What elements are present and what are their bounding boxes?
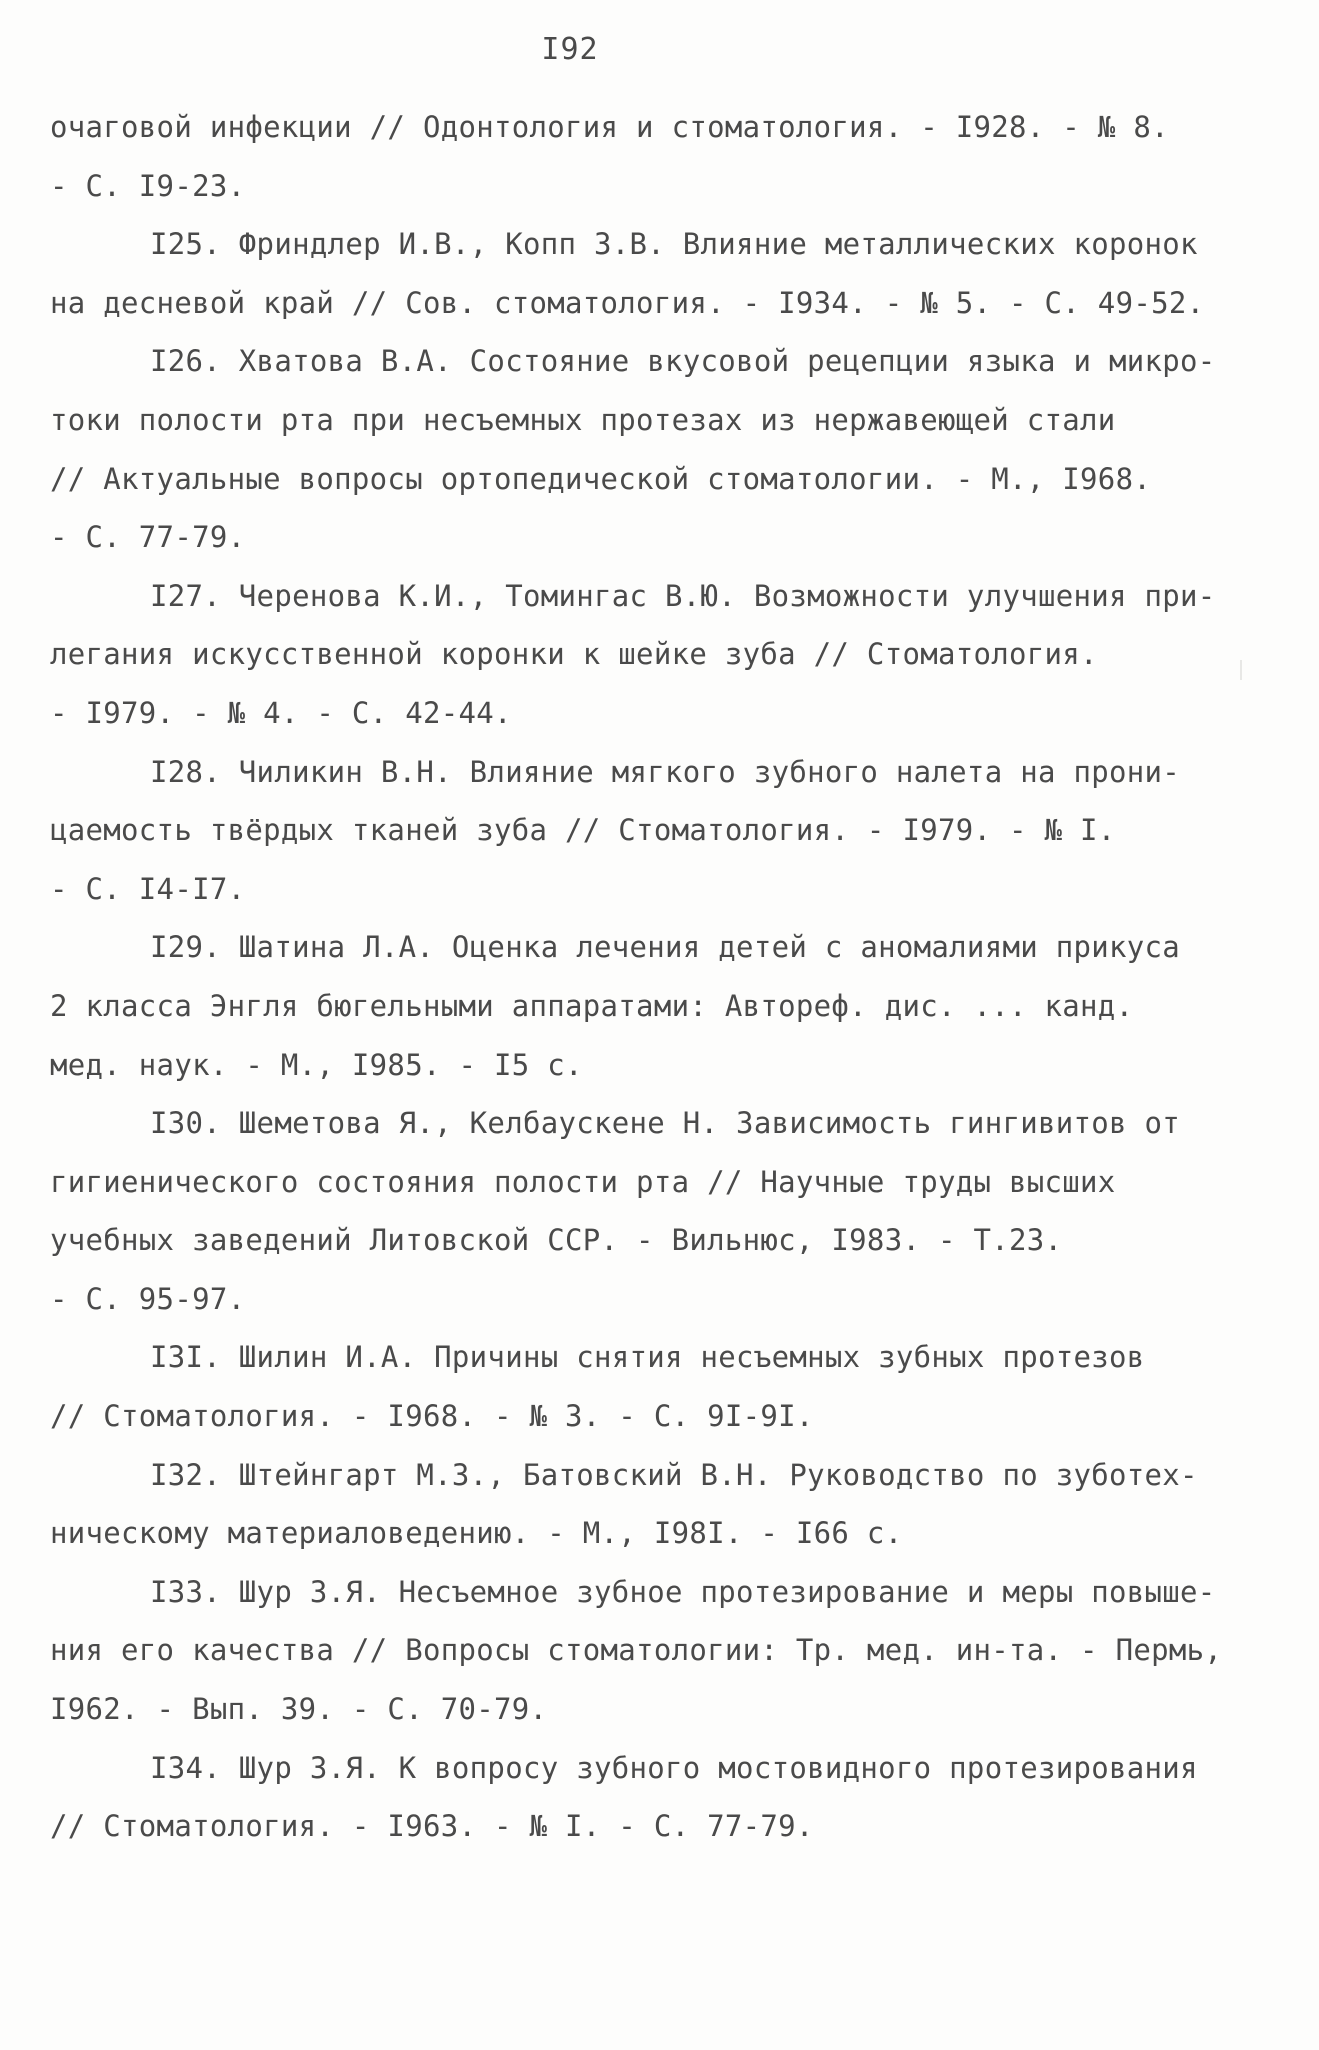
bibliography-entry-start-line: I33. Шур З.Я. Несъемное зубное протезирование и меры повыше-: [150, 1574, 1216, 1609]
bibliography-entry-start-line: I26. Хватова В.А. Состояние вкусовой рецепции языка и микро-: [150, 344, 1216, 379]
bibliography-text-line: ническому материаловедению. - М., I98I. - I66 с.: [50, 1516, 903, 1551]
bibliography-text-line: цаемость твёрдых тканей зуба // Стоматология. - I979. - № I.: [50, 813, 1116, 848]
bibliography-entry-start-line: I34. Шур З.Я. К вопросу зубного мостовидного протезирования: [150, 1750, 1198, 1785]
bibliography-text-line: токи полости рта при несъемных протезах из нержавеющей стали: [50, 402, 1116, 437]
bibliography-text-line: на десневой край // Сов. стоматология. - I934. - № 5. - С. 49-52.: [50, 285, 1205, 320]
bibliography-text-line: // Актуальные вопросы ортопедической стоматологии. - М., I968.: [50, 461, 1152, 496]
bibliography-entry-start-line: I27. Черенова К.И., Томингас В.Ю. Возможности улучшения при-: [150, 578, 1216, 613]
bibliography-text-line: - I979. - № 4. - С. 42-44.: [50, 695, 512, 730]
bibliography-entry-start-line: I25. Фриндлер И.В., Копп З.В. Влияние металлических коронок: [150, 227, 1198, 262]
bibliography-text-line: I962. - Вып. 39. - С. 70-79.: [50, 1692, 548, 1727]
bibliography-text-line: - С. 95-97.: [50, 1281, 246, 1316]
bibliography-text-line: мед. наук. - М., I985. - I5 с.: [50, 1047, 583, 1082]
bibliography-entry-start-line: I30. Шеметова Я., Келбаускене Н. Зависимость гингивитов от: [150, 1106, 1181, 1141]
bibliography-entry-start-line: I32. Штейнгарт М.З., Батовский В.Н. Руководство по зуботех-: [150, 1457, 1198, 1492]
bibliography-text-line: - С. 77-79.: [50, 520, 246, 555]
bibliography-text-line: // Стоматология. - I968. - № 3. - С. 9I-9I.: [50, 1399, 814, 1434]
bibliography-text-line: - С. I9-23.: [50, 168, 246, 203]
page-number: I92: [541, 32, 599, 67]
bibliography-text-line: легания искусственной коронки к шейке зуба // Стоматология.: [50, 637, 1098, 672]
bibliography-text: [50, 98, 1280, 1856]
bibliography-text-line: 2 класса Энгля бюгельными аппаратами: Автореф. дис. ... канд.: [50, 988, 1134, 1023]
bibliography-text-line: учебных заведений Литовской ССР. - Вильнюс, I983. - Т.23.: [50, 1223, 1063, 1258]
bibliography-entry-start-line: I3I. Шилин И.А. Причины снятия несъемных зубных протезов: [150, 1340, 1145, 1375]
scan-artifact: [1240, 660, 1242, 680]
bibliography-entry-start-line: I29. Шатина Л.А. Оценка лечения детей с аномалиями прикуса: [150, 930, 1181, 965]
bibliography-text-line: гигиенического состояния полости рта // Научные труды высших: [50, 1164, 1116, 1199]
bibliography-text-line: // Стоматология. - I963. - № I. - С. 77-79.: [50, 1809, 814, 1844]
bibliography-text-line: ния его качества // Вопросы стоматологии: Тр. мед. ин-та. - Пермь,: [50, 1633, 1223, 1668]
bibliography-entry-start-line: I28. Чиликин В.Н. Влияние мягкого зубного налета на прони-: [150, 754, 1181, 789]
bibliography-text-line: - С. I4-I7.: [50, 871, 246, 906]
bibliography-text-line: очаговой инфекции // Одонтология и стоматология. - I928. - № 8.: [50, 110, 1169, 144]
